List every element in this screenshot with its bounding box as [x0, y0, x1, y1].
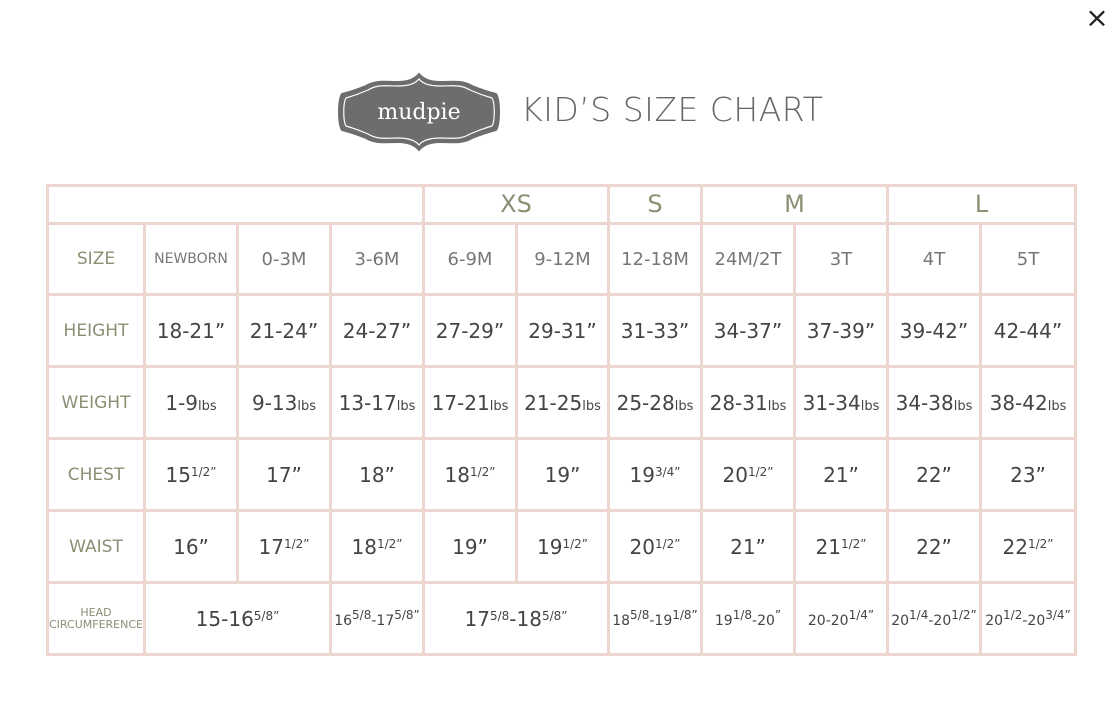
head-fraction: 5/8 [630, 608, 650, 622]
size-cell: NEWBORN [145, 223, 238, 295]
chest-cell [702, 439, 795, 511]
weight-cell [145, 367, 238, 439]
head-value: 20-20 [807, 613, 849, 629]
chest-cell [424, 439, 517, 511]
head-value: 15-16 [195, 606, 254, 631]
waist-cell [981, 511, 1076, 583]
head-cell [609, 583, 702, 655]
waist-value: 21” [730, 534, 766, 559]
close-button[interactable]: × [1085, 1, 1109, 34]
group-xs: XS [424, 186, 609, 224]
size-row [48, 223, 1076, 295]
svg-text:mudpie: mudpie [377, 100, 461, 125]
height-cell: 18-21” [145, 295, 238, 367]
waist-cell [609, 511, 702, 583]
head-fraction: 1/8 [732, 608, 753, 622]
weight-row [48, 367, 1076, 439]
row-label-size: SIZE [48, 223, 145, 295]
head-cell [795, 583, 888, 655]
head-cell [424, 583, 609, 655]
head-cell [331, 583, 424, 655]
head-value-end: -17 [371, 613, 395, 629]
size-cell: 4T [888, 223, 981, 295]
head-fraction: 5/8” [253, 608, 280, 623]
waist-cell [424, 511, 517, 583]
size-chart-table [46, 184, 1077, 656]
head-value-end: -18 [509, 606, 542, 631]
size-cell: 3-6M [331, 223, 424, 295]
head-label-line1: HEAD [80, 605, 112, 619]
weight-cell [702, 367, 795, 439]
head-fraction-end: 3/4” [1045, 608, 1071, 622]
waist-value: 22 [1002, 534, 1028, 559]
row-label-head-circumference [48, 583, 145, 655]
row-label-height: HEIGHT [48, 295, 145, 367]
weight-unit: lbs [198, 398, 217, 414]
head-value-end: -20 [1022, 613, 1046, 629]
size-cell: 5T [981, 223, 1076, 295]
waist-cell [331, 511, 424, 583]
weight-value: 17-21 [431, 390, 490, 415]
waist-value: 19 [537, 534, 563, 559]
head-label-line2: CIRCUMFERENCE [49, 617, 143, 631]
chest-cell [888, 439, 981, 511]
mudpie-logo [336, 72, 502, 152]
head-value: 18 [612, 613, 631, 629]
waist-value: 16” [173, 534, 209, 559]
head-fraction-end: 1/8” [672, 608, 698, 622]
weight-unit: lbs [953, 398, 973, 414]
weight-cell [517, 367, 609, 439]
page-title: KID’S SIZE CHART [521, 90, 824, 129]
head-cell [981, 583, 1076, 655]
waist-cell [238, 511, 331, 583]
weight-cell [609, 367, 702, 439]
waist-fraction: 1/2” [562, 536, 588, 551]
weight-cell [424, 367, 517, 439]
chest-value: 23” [1010, 462, 1046, 487]
chest-row [48, 439, 1076, 511]
size-cell: 6-9M [424, 223, 517, 295]
head-fraction: 1/4” [848, 608, 875, 622]
waist-fraction: 1/2” [283, 536, 310, 551]
head-fraction-end: ” [774, 608, 782, 622]
waist-fraction: 1/2” [1027, 536, 1054, 551]
head-cell [145, 583, 331, 655]
height-cell: 24-27” [331, 295, 424, 367]
weight-value: 13-17 [338, 390, 397, 415]
waist-cell [517, 511, 609, 583]
chest-cell [981, 439, 1076, 511]
chest-cell [331, 439, 424, 511]
chest-cell [145, 439, 238, 511]
weight-unit: lbs [582, 398, 601, 414]
weight-value: 34-38 [895, 390, 954, 415]
chest-cell [517, 439, 609, 511]
chest-value: 15 [165, 462, 191, 487]
chest-value: 17” [266, 462, 302, 487]
head-fraction-end: 5/8” [394, 608, 420, 622]
group-l: L [888, 186, 1076, 224]
head-value: 17 [464, 606, 490, 631]
size-group-row [48, 186, 1076, 224]
head-fraction-end: 1/2” [951, 608, 977, 622]
head-cell [888, 583, 981, 655]
weight-value: 25-28 [616, 390, 675, 415]
head-fraction: 1/2 [1003, 608, 1023, 622]
head-fraction: 5/8 [352, 608, 372, 622]
head-circumference-row [48, 583, 1076, 655]
height-cell: 39-42” [888, 295, 981, 367]
weight-unit: lbs [674, 398, 694, 414]
head-value-end: -20 [928, 613, 952, 629]
chest-fraction: 1/2” [190, 464, 217, 479]
weight-cell [795, 367, 888, 439]
head-fraction: 5/8 [489, 608, 510, 623]
chest-cell [238, 439, 331, 511]
weight-cell [981, 367, 1076, 439]
weight-cell [238, 367, 331, 439]
size-cell: 24M/2T [702, 223, 795, 295]
group-m: M [702, 186, 888, 224]
weight-value: 28-31 [709, 390, 768, 415]
height-cell: 29-31” [517, 295, 609, 367]
size-cell: 3T [795, 223, 888, 295]
weight-value: 31-34 [802, 390, 861, 415]
waist-row [48, 511, 1076, 583]
chest-value: 18” [359, 462, 395, 487]
height-cell: 37-39” [795, 295, 888, 367]
height-cell: 21-24” [238, 295, 331, 367]
height-cell: 31-33” [609, 295, 702, 367]
size-cell: 9-12M [517, 223, 609, 295]
chest-value: 18 [444, 462, 470, 487]
waist-value: 20 [629, 534, 655, 559]
size-cell: 12-18M [609, 223, 702, 295]
height-cell: 42-44” [981, 295, 1076, 367]
head-value: 20 [891, 613, 910, 629]
weight-unit: lbs [860, 398, 880, 414]
row-label-waist: WAIST [48, 511, 145, 583]
height-cell: 34-37” [702, 295, 795, 367]
weight-unit: lbs [489, 398, 509, 414]
weight-unit: lbs [767, 398, 787, 414]
head-value: 20 [985, 613, 1004, 629]
height-row [48, 295, 1076, 367]
height-cell: 27-29” [424, 295, 517, 367]
chest-cell [795, 439, 888, 511]
waist-fraction: 1/2” [654, 536, 681, 551]
group-s: S [609, 186, 702, 224]
head-cell [702, 583, 795, 655]
head-value: 16 [334, 613, 353, 629]
waist-value: 21 [815, 534, 841, 559]
head-value-end: -19 [649, 613, 673, 629]
waist-fraction: 1/2” [376, 536, 403, 551]
weight-value: 21-25 [524, 390, 583, 415]
waist-cell [145, 511, 238, 583]
weight-unit: lbs [297, 398, 317, 414]
head-value: 19 [714, 613, 733, 629]
waist-cell [702, 511, 795, 583]
weight-unit: lbs [1047, 398, 1067, 414]
waist-value: 22” [916, 534, 952, 559]
chest-value: 22” [916, 462, 952, 487]
chest-fraction: 3/4” [654, 464, 681, 479]
waist-fraction: 1/2” [840, 536, 867, 551]
weight-cell [331, 367, 424, 439]
chest-value: 19 [629, 462, 655, 487]
head-fraction: 1/4 [909, 608, 929, 622]
waist-value: 18 [351, 534, 377, 559]
chest-value: 19” [544, 462, 581, 487]
weight-unit: lbs [396, 398, 416, 414]
row-label-weight: WEIGHT [48, 367, 145, 439]
head-fraction-end: 5/8” [541, 608, 568, 623]
chest-fraction: 1/2” [747, 464, 774, 479]
weight-value: 1-9 [165, 390, 199, 415]
chest-value: 21” [823, 462, 859, 487]
weight-cell [888, 367, 981, 439]
group-empty-cell [48, 186, 424, 224]
weight-value: 38-42 [989, 390, 1048, 415]
waist-cell [888, 511, 981, 583]
waist-value: 17 [258, 534, 284, 559]
row-label-chest: CHEST [48, 439, 145, 511]
size-cell: 0-3M [238, 223, 331, 295]
chest-value: 20 [722, 462, 748, 487]
weight-value: 9-13 [251, 390, 298, 415]
waist-cell [795, 511, 888, 583]
chest-cell [609, 439, 702, 511]
chest-fraction: 1/2” [469, 464, 496, 479]
waist-value: 19” [452, 534, 488, 559]
head-value-end: -20 [752, 613, 775, 629]
